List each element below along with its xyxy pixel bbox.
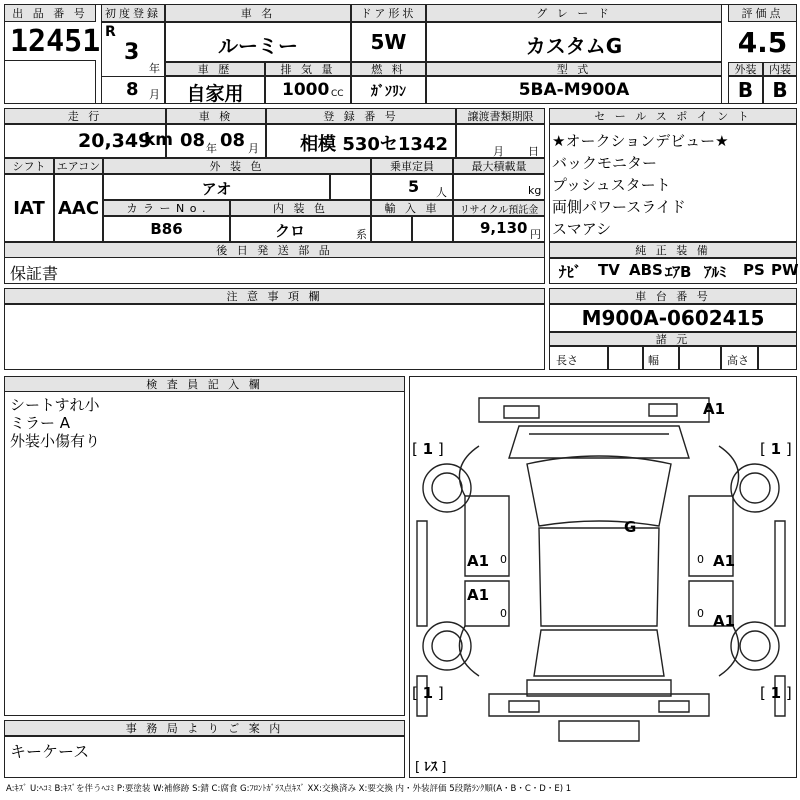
sales-label: セ ー ル ス ポ イ ン ト xyxy=(549,108,797,124)
later-parts-label: 後 日 発 送 部 品 xyxy=(4,242,545,258)
insp-year: 08 xyxy=(180,130,206,151)
office-label: 事 務 局 よ り ご 案 内 xyxy=(4,720,405,736)
height-value-box xyxy=(758,346,797,370)
chassis-number: M900A-0602415 xyxy=(581,306,765,330)
divider xyxy=(101,76,165,77)
car-name: ルーミー xyxy=(218,34,298,58)
notes-box xyxy=(4,304,545,370)
first-reg-label: 初度登録 xyxy=(101,4,165,22)
int-color-unit: 系 xyxy=(356,228,367,241)
sales-point: ★オークションデビュー★ xyxy=(552,132,729,150)
left-handle-zero: 0 xyxy=(500,553,507,566)
displacement: 1000 xyxy=(282,80,330,100)
cc-unit: CC xyxy=(331,89,344,99)
import-label: 輸 入 車 xyxy=(371,200,453,216)
width-value-box xyxy=(679,346,721,370)
right-rear-mark: A1 xyxy=(713,612,736,630)
car-diagram xyxy=(409,376,797,778)
recycle-unit: 円 xyxy=(530,228,541,241)
model-label: 型 式 xyxy=(426,62,722,76)
width-label: 幅 xyxy=(648,354,659,367)
score-label: 評価点 xyxy=(728,4,797,22)
car-name-label: 車 名 xyxy=(165,4,351,22)
inspector-line: ミラー A xyxy=(10,414,71,432)
door-label: ドア形状 xyxy=(351,4,426,22)
tire-rear-right: [ 1 ] xyxy=(760,684,792,702)
equipment-item: ﾅﾋﾞ xyxy=(559,263,582,281)
sales-point: 両側パワースライド xyxy=(552,198,686,216)
deadline-label: 譲渡書類期限 xyxy=(456,108,545,124)
chassis-label: 車 台 番 号 xyxy=(549,288,797,304)
interior-label: 内装 xyxy=(763,62,797,76)
ext-color: アオ xyxy=(201,180,232,198)
left-front-mark: A1 xyxy=(467,552,490,570)
era: R xyxy=(105,24,116,40)
color-no-label: カ ラ ー N o . xyxy=(103,200,230,216)
insp-year-unit: 年 xyxy=(206,142,217,155)
equipment-item: ABS xyxy=(629,261,663,279)
later-parts: 保証書 xyxy=(10,264,59,283)
score: 4.5 xyxy=(737,26,788,59)
reg-month: 8 xyxy=(126,79,139,100)
shift-label: シフト xyxy=(4,158,54,174)
import-box-2 xyxy=(412,216,453,242)
capacity-label: 乗車定員 xyxy=(371,158,453,174)
spare-tire: [ ﾚｽ ] xyxy=(415,760,447,775)
tire-rear-left: [ 1 ] xyxy=(412,684,444,702)
km-unit: km xyxy=(144,130,174,150)
month-unit: 月 xyxy=(149,88,160,101)
legend: A:ｷｽﾞ U:ﾍｺﾐ B:ｷｽﾞを伴うﾍｺﾐ P:要塗装 W:補修跡 S:錆 C:腐食 G:ﾌﾛﾝﾄｶﾞﾗｽ点ｷｽﾞ XX:交換済み X:要交換 内・外装評価 5段階ﾗﾝｸ順(A・B・C・D・E) 1 xyxy=(6,784,572,794)
lot-empty-box xyxy=(4,60,96,104)
inspector-line: 外装小傷有り xyxy=(10,432,101,450)
inspection-label: 車 検 xyxy=(166,108,266,124)
inspector-label: 検 査 員 記 入 欄 xyxy=(4,376,405,392)
capacity-unit: 人 xyxy=(436,186,447,199)
front-mark: A1 xyxy=(703,400,726,418)
shift: IAT xyxy=(13,198,45,219)
import-box-1 xyxy=(371,216,412,242)
displacement-label: 排 気 量 xyxy=(265,62,351,76)
recycle-label: リサイクル預託金 xyxy=(453,200,545,216)
glass-mark: G xyxy=(624,518,637,536)
left-rear-mark: A1 xyxy=(467,586,490,604)
equipment-label: 純 正 装 備 xyxy=(549,242,797,258)
office-note: キーケース xyxy=(10,742,90,761)
insp-month-unit: 月 xyxy=(248,142,259,155)
right-handle-zero: 0 xyxy=(697,553,704,566)
plate-label: 登 録 番 号 xyxy=(266,108,456,124)
int-color-label: 内 装 色 xyxy=(230,200,371,216)
ac-label: エアコン xyxy=(54,158,103,174)
ac: AAC xyxy=(57,198,100,219)
tire-front-right: [ 1 ] xyxy=(760,440,792,458)
int-color: クロ xyxy=(274,222,305,240)
exterior-grade: B xyxy=(737,78,754,102)
mileage: 20,349 xyxy=(78,130,152,152)
lot-label: 出 品 番 号 xyxy=(4,4,96,22)
sales-point: スマアシ xyxy=(552,220,612,238)
deadline-day: 日 xyxy=(528,145,539,158)
model: 5BA-M900A xyxy=(518,80,630,100)
fuel-label: 燃 料 xyxy=(351,62,426,76)
equipment-item: PS xyxy=(743,261,765,279)
sales-point: バックモニター xyxy=(552,154,658,172)
equipment-item: ｱﾙﾐ xyxy=(704,263,727,281)
sales-point: プッシュスタート xyxy=(552,176,671,194)
ext-color-extra xyxy=(330,174,371,200)
notes-label: 注 意 事 項 欄 xyxy=(4,288,545,304)
right-front-mark: A1 xyxy=(713,552,736,570)
color-no: B86 xyxy=(150,220,183,238)
grade-label: グ レ ー ド xyxy=(426,4,722,22)
grade: カスタムG xyxy=(525,34,623,58)
mileage-label: 走 行 xyxy=(4,108,166,124)
tire-front-left: [ 1 ] xyxy=(412,440,444,458)
deadline-month: 月 xyxy=(493,145,504,158)
equipment-item: ｴｱB xyxy=(665,263,692,281)
history-label: 車 歴 xyxy=(165,62,265,76)
recycle-fee: 9,130 xyxy=(480,219,528,237)
year-unit: 年 xyxy=(149,62,160,75)
ext-color-label: 外 装 色 xyxy=(103,158,371,174)
height-label: 高さ xyxy=(727,354,749,367)
length-value-box xyxy=(608,346,643,370)
history: 自家用 xyxy=(186,83,244,105)
exterior-label: 外装 xyxy=(728,62,763,76)
equipment-item: TV xyxy=(598,261,620,279)
lot-number: 12451 xyxy=(10,24,101,59)
length-label: 長さ xyxy=(556,354,578,367)
capacity: 5 xyxy=(408,177,420,196)
right-handle-zero: 0 xyxy=(697,607,704,620)
specs-label: 諸 元 xyxy=(549,332,797,346)
left-handle-zero: 0 xyxy=(500,607,507,620)
fuel: ｶﾞｿﾘﾝ xyxy=(371,84,406,100)
insp-month: 08 xyxy=(220,130,246,151)
plate-number: 相模 530セ1342 xyxy=(300,134,448,155)
equipment-item: PW xyxy=(771,261,799,279)
reg-year: 3 xyxy=(124,40,140,65)
door-type: 5W xyxy=(370,30,407,54)
interior-grade: B xyxy=(772,78,788,102)
inspector-line: シートすれ小 xyxy=(10,396,100,414)
load-unit: kg xyxy=(528,184,542,197)
load-label: 最大積載量 xyxy=(453,158,545,174)
